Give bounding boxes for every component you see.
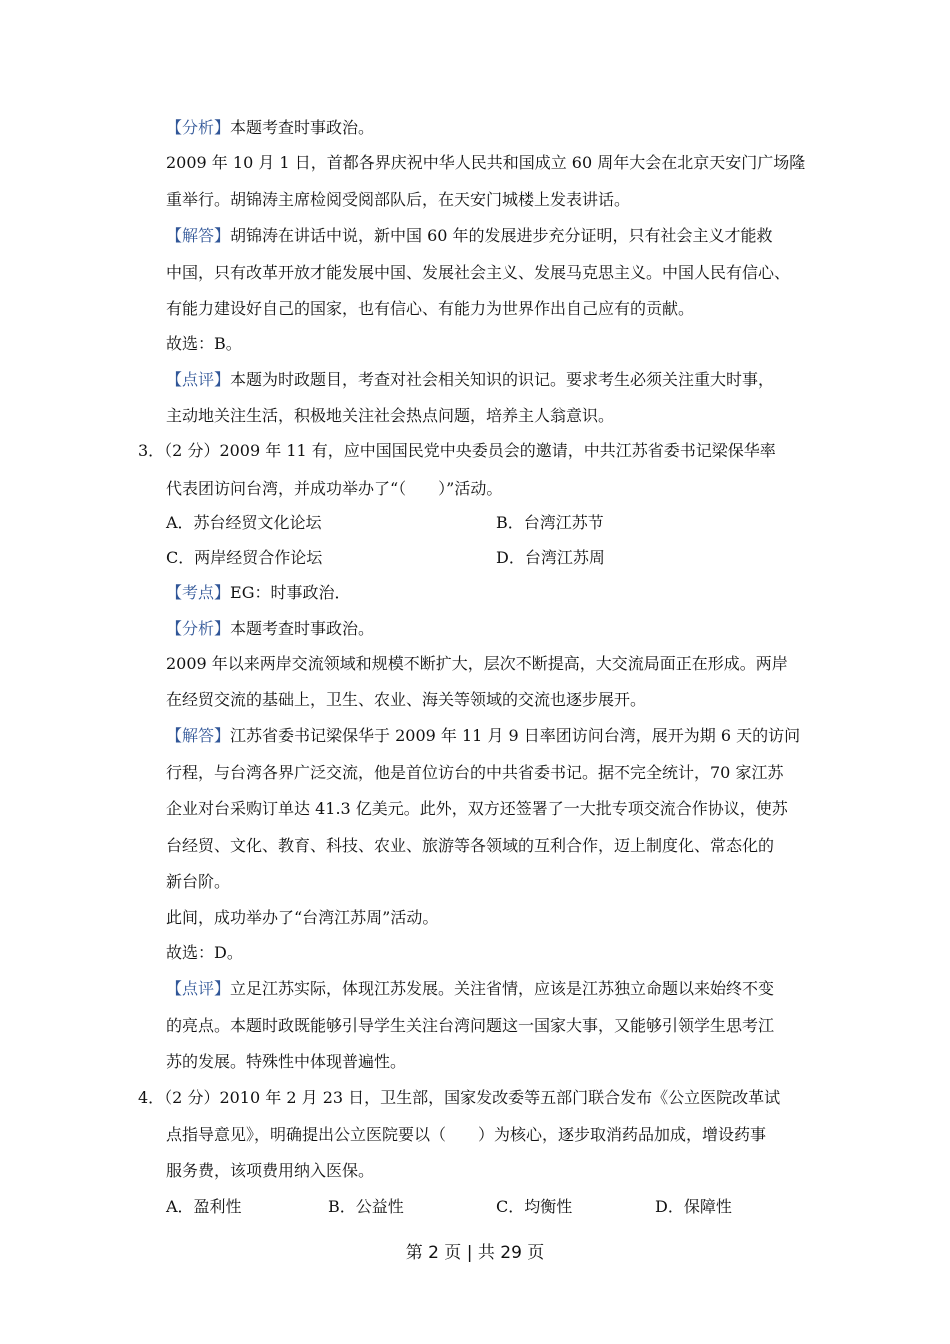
q3-comment-line: 苏的发展。特殊性中体现普遍性。 bbox=[166, 1052, 407, 1071]
q3-analysis-line: 在经贸交流的基础上，卫生、农业、海关等领域的交流也逐步展开。 bbox=[166, 690, 647, 709]
answer-tag: 【解答】 bbox=[166, 726, 231, 745]
q3-option-d: D．台湾江苏周 bbox=[496, 548, 605, 567]
q3-analysis-line: 2009 年以来两岸交流领域和规模不断扩大，层次不断提高，大交流局面正在形成。两岸 bbox=[166, 654, 788, 673]
q2-answer-line: 中国，只有改革开放才能发展中国、发展社会主义、发展马克思主义。中国人民有信心、 bbox=[166, 263, 791, 282]
page-footer: 第 2 页 | 共 29 页 bbox=[405, 1243, 545, 1263]
comment-tag: 【点评】 bbox=[166, 979, 231, 998]
q4-stem-line: 点指导意见》，明确提出公立医院要以（ ）为核心，逐步取消药品加成，增设药事 bbox=[166, 1125, 767, 1144]
q3-comment-text: 立足江苏实际，体现江苏发展。关注省情，应该是江苏独立命题以来始终不变 bbox=[230, 979, 775, 998]
q2-analysis bbox=[166, 116, 374, 140]
q4-option-b: B．公益性 bbox=[328, 1197, 404, 1216]
q2-answer-text: 胡锦涛在讲话中说，新中国 60 年的发展进步充分证明，只有社会主义才能救 bbox=[230, 226, 773, 245]
q3-point-text: EG：时事政治． bbox=[230, 583, 351, 602]
q3-answer-line: 行程，与台湾各界广泛交流，他是首位访台的中共省委书记。据不完全统计，70 家江苏 bbox=[166, 763, 784, 782]
analysis-tag: 【分析】 bbox=[166, 118, 231, 137]
q2-answer bbox=[166, 224, 773, 248]
q3-analysis-text: 本题考查时事政治。 bbox=[230, 619, 375, 638]
q3-option-a: A．苏台经贸文化论坛 bbox=[166, 513, 322, 532]
q3-options-row-2 bbox=[166, 546, 766, 570]
q3-analysis bbox=[166, 617, 374, 641]
q2-answer-line: 有能力建设好自己的国家，也有信心、有能力为世界作出自己应有的贡献。 bbox=[166, 299, 695, 318]
point-tag: 【考点】 bbox=[166, 583, 231, 602]
q4-stem-line: 服务费，该项费用纳入医保。 bbox=[166, 1161, 375, 1180]
q3-answer-text: 江苏省委书记梁保华于 2009 年 11 月 9 日率团访问台湾，展开为期 6 天的访问 bbox=[230, 726, 801, 745]
q3-comment bbox=[166, 977, 774, 1001]
comment-tag: 【点评】 bbox=[166, 370, 231, 389]
q2-choice: 故选：B。 bbox=[166, 334, 242, 353]
q3-answer-line: 台经贸、文化、教育、科技、农业、旅游等各领域的互利合作，迈上制度化、常态化的 bbox=[166, 836, 775, 855]
q3-option-b: B．台湾江苏节 bbox=[496, 513, 604, 532]
q4-option-a: A．盈利性 bbox=[166, 1197, 242, 1216]
answer-tag: 【解答】 bbox=[166, 226, 231, 245]
q2-analysis-line: 重举行。胡锦涛主席检阅受阅部队后，在天安门城楼上发表讲话。 bbox=[166, 190, 631, 209]
q2-comment bbox=[166, 368, 774, 392]
q2-comment-line: 主动地关注生活，积极地关注社会热点问题，培养主人翁意识。 bbox=[166, 406, 615, 425]
q2-comment-text: 本题为时政题目，考查对社会相关知识的识记。要求考生必须关注重大时事， bbox=[230, 370, 775, 389]
q4-stem: 4．（2 分）2010 年 2 月 23 日，卫生部，国家发改委等五部门联合发布《公立医院改革试 bbox=[138, 1088, 781, 1107]
q3-answer bbox=[166, 724, 800, 748]
q2-analysis-text: 本题考查时事政治。 bbox=[230, 118, 375, 137]
q3-stem-line: 代表团访问台湾，并成功举办了“（ ）”活动。 bbox=[166, 479, 503, 498]
q3-point bbox=[166, 581, 350, 605]
q4-options-row bbox=[166, 1195, 786, 1219]
q3-answer-line: 新台阶。 bbox=[166, 872, 231, 891]
q3-option-c: C．两岸经贸合作论坛 bbox=[166, 548, 323, 567]
q3-answer-line: 此间，成功举办了“台湾江苏周”活动。 bbox=[166, 908, 439, 927]
q4-option-d: D．保障性 bbox=[655, 1197, 732, 1216]
q3-stem: 3．（2 分）2009 年 11 有，应中国国民党中央委员会的邀请，中共江苏省委书记梁保华率 bbox=[138, 441, 776, 460]
q3-comment-line: 的亮点。本题时政既能够引导学生关注台湾问题这一国家大事，又能够引领学生思考江 bbox=[166, 1016, 775, 1035]
analysis-tag: 【分析】 bbox=[166, 619, 231, 638]
q2-analysis-line: 2009 年 10 月 1 日，首都各界庆祝中华人民共和国成立 60 周年大会在北京天安门广场隆 bbox=[166, 153, 806, 172]
q4-option-c: C．均衡性 bbox=[496, 1197, 573, 1216]
q3-choice: 故选：D。 bbox=[166, 943, 243, 962]
q3-options-row-1 bbox=[166, 511, 766, 535]
q3-answer-line: 企业对台采购订单达 41.3 亿美元。此外，双方还签署了一大批专项交流合作协议，使苏 bbox=[166, 799, 788, 818]
